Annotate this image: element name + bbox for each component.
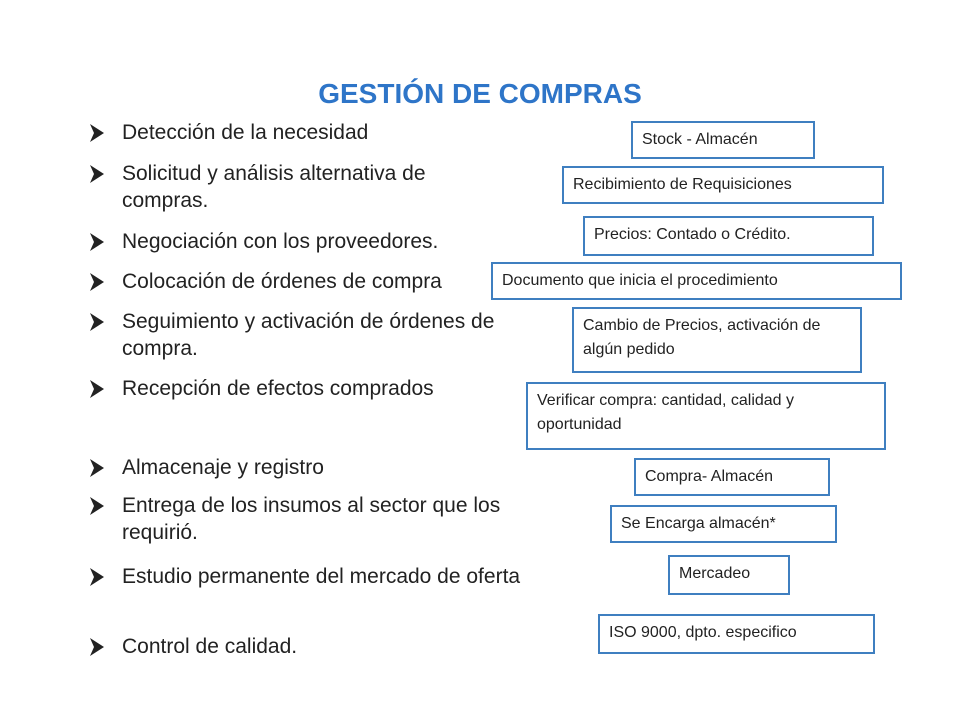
bullet-item [86, 454, 526, 481]
bullet-item [86, 633, 526, 660]
note-box: Cambio de Precios, activación de algún pedido [572, 307, 862, 373]
bullet-text: Recepción de efectos comprados [122, 377, 434, 400]
arrow-bullet-icon [86, 378, 108, 400]
arrow-bullet-icon [86, 311, 108, 333]
note-box: Recibimiento de Requisiciones [562, 166, 884, 204]
bullet-text: Entrega de los insumos al sector que los requirió. [122, 494, 501, 544]
note-box: Verificar compra: cantidad, calidad y oportunidad [526, 382, 886, 450]
bullet-item [86, 160, 486, 214]
bullet-text: Estudio permanente del mercado de oferta [122, 565, 521, 588]
bullet-text: Almacenaje y registro [122, 456, 324, 479]
bullet-text: Solicitud y análisis alternativa de compras. [122, 162, 426, 212]
note-box: Se Encarga almacén* [610, 505, 837, 543]
bullet-item [86, 308, 566, 362]
arrow-bullet-icon [86, 636, 108, 658]
note-box: Documento que inicia el procedimiento [491, 262, 902, 300]
arrow-bullet-icon [86, 163, 108, 185]
bullet-item [86, 228, 526, 255]
bullet-item [86, 119, 526, 146]
bullet-text: Colocación de órdenes de compra [122, 270, 442, 293]
bullet-item [86, 563, 526, 590]
bullet-text: Detección de la necesidad [122, 121, 369, 144]
arrow-bullet-icon [86, 495, 108, 517]
bullet-item [86, 375, 526, 402]
bullet-text: Control de calidad. [122, 635, 298, 658]
bullet-item [86, 268, 526, 295]
slide-title: GESTIÓN DE COMPRAS [318, 78, 642, 109]
bullet-text: Negociación con los proveedores. [122, 230, 439, 253]
note-box: Compra- Almacén [634, 458, 830, 496]
note-box: Precios: Contado o Crédito. [583, 216, 874, 256]
arrow-bullet-icon [86, 231, 108, 253]
note-box: ISO 9000, dpto. especifico [598, 614, 875, 654]
arrow-bullet-icon [86, 566, 108, 588]
bullet-text: Seguimiento y activación de órdenes de compra. [122, 310, 495, 360]
note-box: Stock - Almacén [631, 121, 815, 159]
bullet-item [86, 492, 566, 546]
arrow-bullet-icon [86, 457, 108, 479]
arrow-bullet-icon [86, 271, 108, 293]
note-box: Mercadeo [668, 555, 790, 595]
arrow-bullet-icon [86, 122, 108, 144]
